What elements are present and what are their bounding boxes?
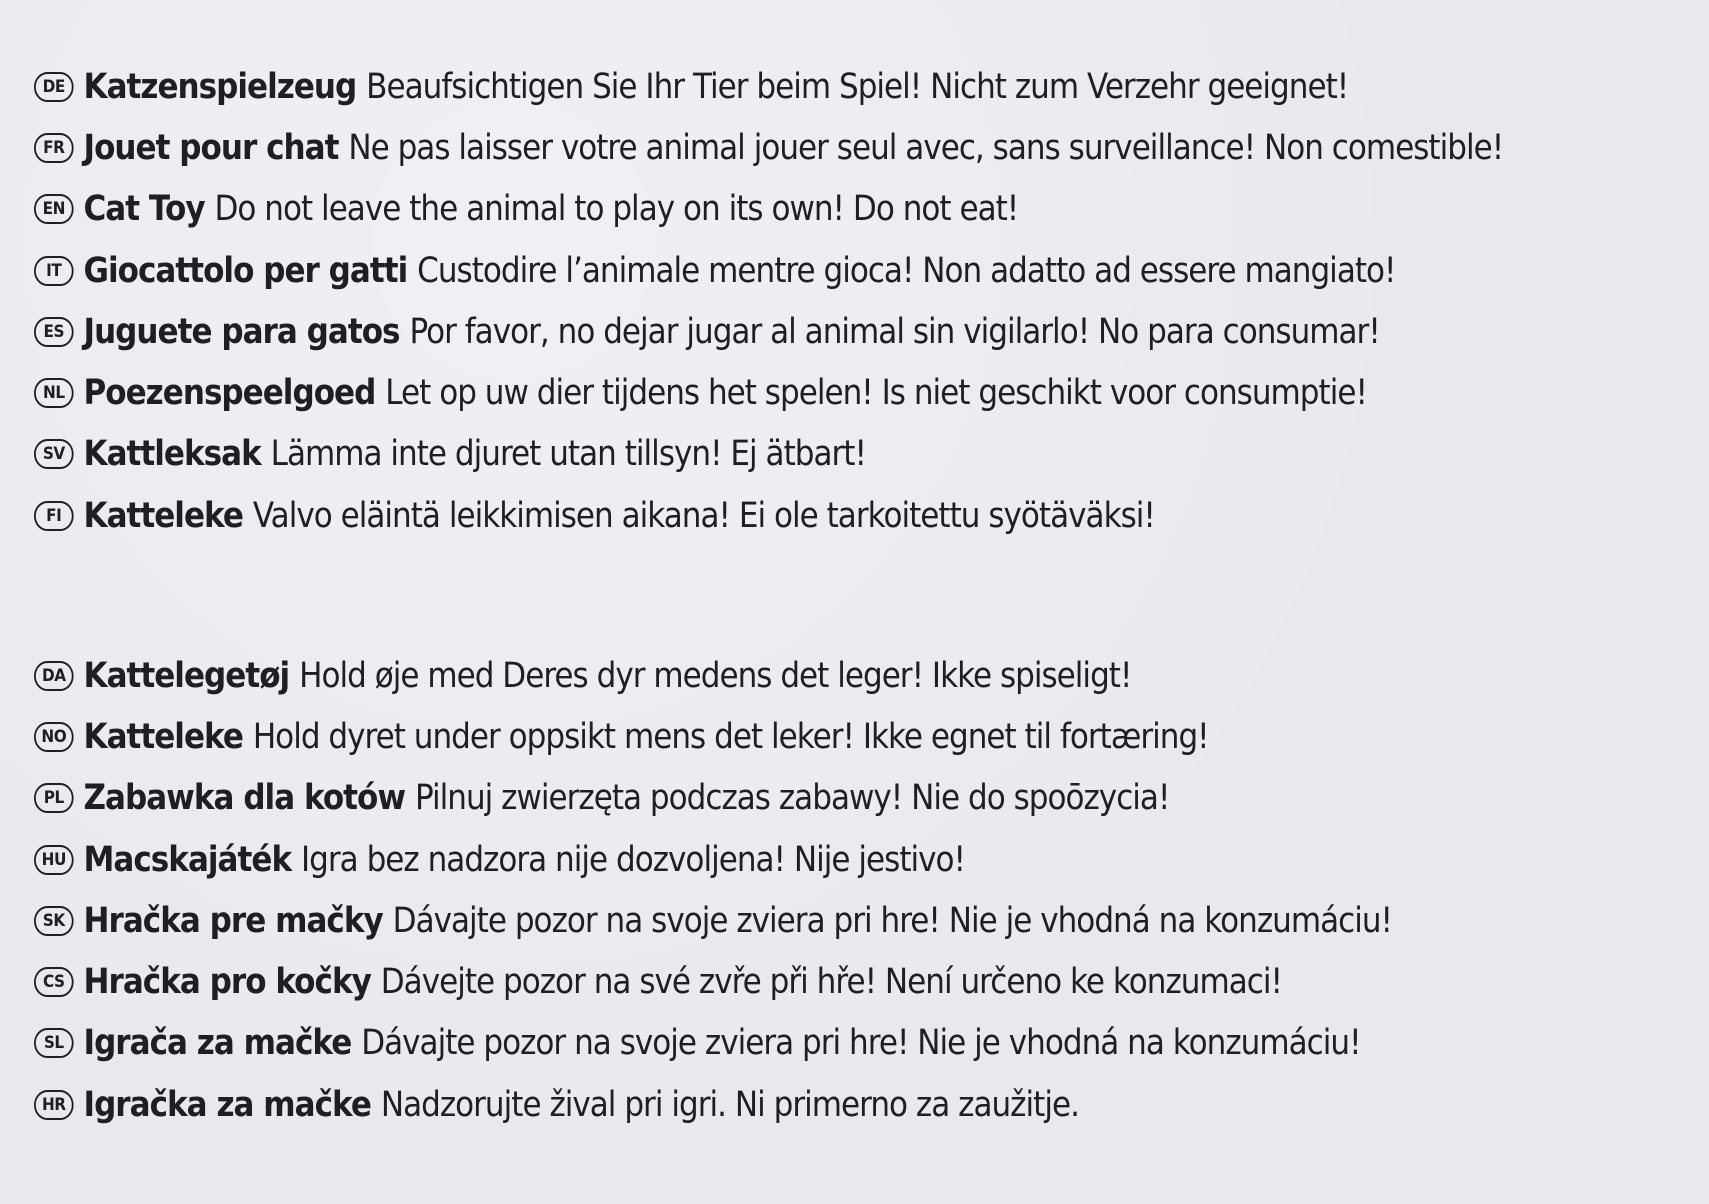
language-row [34, 240, 1524, 301]
product-title: Katteleke [83, 495, 243, 536]
warning-text: Igra bez nadzora nije dozvoljena! Nije jestivo! [301, 839, 966, 880]
language-code-badge: CS [34, 967, 74, 997]
product-title: Katteleke [83, 716, 243, 757]
product-title: Giocattolo per gatti [83, 250, 408, 291]
warning-text: Hold øje med Deres dyr medens det leger! Ikke spiseligt! [299, 655, 1132, 696]
language-row [34, 829, 1524, 890]
language-code-badge: PL [34, 783, 74, 813]
language-row [34, 179, 1524, 240]
language-row [34, 951, 1524, 1012]
warning-text: Valvo eläintä leikkimisen aikana! Ei ole tarkoitettu syötäväksi! [252, 495, 1155, 536]
product-title: Cat Toy [83, 189, 205, 230]
language-row [34, 117, 1524, 178]
language-row [34, 485, 1524, 546]
language-block-bottom [34, 645, 1689, 1135]
warning-text: Hold dyret under oppsikt mens det leker! Ikke egnet til fortæring! [252, 716, 1209, 757]
language-row [34, 706, 1524, 767]
language-block-top [34, 56, 1689, 546]
language-code-badge: NL [34, 378, 74, 408]
product-title: Poezenspeelgoed [83, 373, 376, 414]
warning-text: Lämma inte djuret utan tillsyn! Ej ätbart! [270, 434, 866, 475]
warning-text: Nadzorujte žival pri igri. Ni primerno za zaužitje. [380, 1084, 1079, 1125]
product-title: Jouet pour chat [83, 127, 339, 168]
language-code-badge: ES [34, 317, 74, 347]
language-code-badge: FI [34, 501, 74, 531]
warning-text: Dávajte pozor na svoje zviera pri hre! Nie je vhodná na konzumáciu! [361, 1023, 1361, 1064]
product-title: Hračka pre mačky [83, 900, 383, 941]
language-code-badge: DA [34, 661, 74, 691]
language-code-badge: NO [34, 722, 74, 752]
language-code-badge: HU [34, 845, 74, 875]
product-title: Kattleksak [83, 434, 261, 475]
warning-text: Dávejte pozor na své zvře při hře! Není určeno ke konzumaci! [380, 962, 1282, 1003]
language-code-badge: DE [34, 72, 74, 102]
warning-text: Beaufsichtigen Sie Ihr Tier beim Spiel! Nicht zum Verzehr geeignet! [366, 66, 1349, 107]
product-title: Juguete para gatos [83, 311, 400, 352]
language-code-badge: SV [34, 439, 74, 469]
language-row [34, 301, 1524, 362]
product-title: Kattelegetøj [83, 655, 290, 696]
language-row [34, 56, 1524, 117]
product-title: Macskajáték [83, 839, 292, 880]
language-row [34, 1074, 1524, 1135]
product-title: Zabawka dla kotów [83, 778, 406, 819]
language-row [34, 768, 1524, 829]
language-row [34, 362, 1524, 423]
warning-text: Pilnuj zwierzęta podczas zabawy! Nie do spoōzycia! [414, 778, 1170, 819]
product-title: Hračka pro kočky [83, 962, 371, 1003]
language-row [34, 645, 1524, 706]
warning-text: Let op uw dier tijdens het spelen! Is niet geschikt voor consumptie! [385, 373, 1367, 414]
warning-text: Do not leave the animal to play on its own! Do not eat! [214, 189, 1019, 230]
product-title: Katzenspielzeug [83, 66, 357, 107]
warning-text: Custodire l’animale mentre gioca! Non adatto ad essere mangiato! [417, 250, 1396, 291]
warning-text: Dávajte pozor na svoje zviera pri hre! Nie je vhodná na konzumáciu! [392, 900, 1392, 941]
product-title: Igračka za mačke [83, 1084, 371, 1125]
language-row [34, 890, 1524, 951]
product-title: Igrača za mačke [83, 1023, 352, 1064]
language-code-badge: EN [34, 194, 74, 224]
language-code-badge: SK [34, 906, 74, 936]
warning-text: Por favor, no dejar jugar al animal sin vigilarlo! No para consumar! [409, 311, 1380, 352]
language-code-badge: FR [34, 133, 74, 163]
language-code-badge: SL [34, 1028, 74, 1058]
language-code-badge: IT [34, 256, 74, 286]
language-row [34, 1013, 1524, 1074]
language-code-badge: HR [34, 1090, 74, 1120]
language-row [34, 424, 1524, 485]
warning-text: Ne pas laisser votre animal jouer seul avec, sans surveillance! Non comestible! [348, 127, 1504, 168]
